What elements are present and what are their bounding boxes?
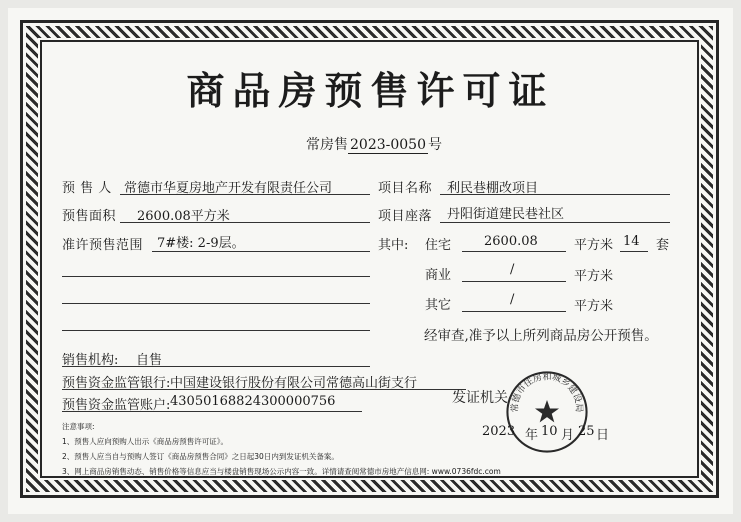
other-unit: 平方米 <box>574 299 614 314</box>
supervise-bank-underline <box>62 389 466 390</box>
date-month: 10 <box>541 424 558 439</box>
residential-sets: 14 <box>623 234 640 249</box>
location-underline <box>440 222 670 223</box>
sets-unit: 套 <box>656 238 670 253</box>
cert-number-value: 2023-0050 <box>350 137 426 153</box>
scope-underline <box>152 251 370 252</box>
date-year: 2023 <box>482 424 516 439</box>
sales-org-label: 销售机构: <box>62 353 119 368</box>
presale-underline <box>120 194 370 195</box>
official-seal <box>504 369 590 455</box>
date-day-unit: 日 <box>596 428 610 443</box>
project-name-label: 项目名称 <box>378 181 433 196</box>
seal-star-icon <box>535 400 559 422</box>
other-value: / <box>510 292 515 307</box>
cert-suffix: 号 <box>428 137 442 153</box>
commercial-unit: 平方米 <box>574 269 614 284</box>
location-value: 丹阳街道建民巷社区 <box>447 207 565 222</box>
supervise-bank-label: 预售资金监管银行: <box>62 376 171 391</box>
residential-underline <box>462 251 566 252</box>
note-1: 1、预售人应向预购人出示《商品房预售许可证》。 <box>62 437 229 446</box>
commercial-value: / <box>510 262 515 277</box>
other-label: 其它 <box>425 298 452 313</box>
location-label: 项目座落 <box>378 209 433 224</box>
supervise-account-label: 预售资金监管账户: <box>62 398 171 413</box>
presale-value: 常德市华夏房地产开发有限责任公司 <box>124 181 333 196</box>
area-value: 2600.08平方米 <box>137 209 230 224</box>
commercial-label: 商业 <box>425 268 452 283</box>
certificate-title: 商品房预售许可证 <box>186 69 555 113</box>
residential-label: 住宅 <box>425 238 452 253</box>
note-2: 2、预售人应当自与预购人签订《商品房预售合同》之日起30日内到发证机关备案。 <box>62 452 339 461</box>
supervise-bank-value: 中国建设银行股份有限公司常德高山街支行 <box>170 376 418 391</box>
among-label: 其中: <box>378 238 409 253</box>
scope-value: 7#楼: 2-9层。 <box>157 236 245 251</box>
residential-value: 2600.08 <box>484 234 538 249</box>
notes-title: 注意事项: <box>62 422 95 431</box>
supervise-account-value: 43050168824300000756 <box>170 394 336 409</box>
sales-org-value: 自售 <box>136 353 163 368</box>
residential-unit: 平方米 <box>574 238 614 253</box>
commercial-underline <box>462 281 566 282</box>
certificate-number <box>306 134 442 154</box>
date-month-unit: 月 <box>561 428 575 443</box>
approval-text: 经审查,准予以上所列商品房公开预售。 <box>424 328 658 344</box>
area-underline <box>120 222 370 223</box>
blank-line-2 <box>62 303 370 304</box>
date-day: 25 <box>578 424 595 439</box>
issuer-label: 发证机关 <box>452 390 508 406</box>
sales-org-underline <box>62 366 370 367</box>
blank-line-3 <box>62 330 370 331</box>
cert-prefix: 常房售 <box>306 137 348 153</box>
supervise-account-underline <box>62 411 362 412</box>
blank-line-1 <box>62 276 370 277</box>
scope-label: 准许预售范围 <box>62 238 144 253</box>
date-year-unit: 年 <box>525 428 539 443</box>
seal-text: 常德市住房和城乡建设局 <box>510 372 584 413</box>
presale-label: 预 售 人 <box>62 181 112 196</box>
project-name-underline <box>440 194 670 195</box>
other-underline <box>462 311 566 312</box>
area-label: 预售面积 <box>62 209 117 224</box>
sets-underline <box>620 251 648 252</box>
note-3: 3、网上商品房销售动态、销售价格等信息应当与楼盘销售现场公示内容一致。详情请查阅常德市房地产信息网: www.0736fdc.com <box>62 467 501 476</box>
project-name-value: 利民巷棚改项目 <box>447 181 539 196</box>
